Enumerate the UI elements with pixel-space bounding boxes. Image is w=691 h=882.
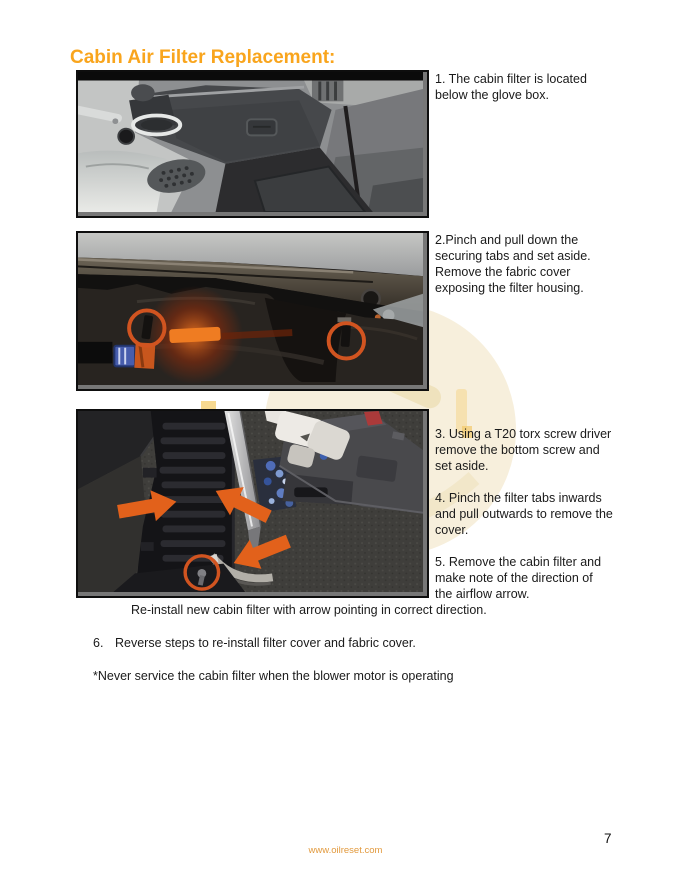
step-6-number: 6. xyxy=(93,636,104,650)
reinstall-note: Re-install new cabin filter with arrow pointing in correct direction. xyxy=(131,603,487,617)
footer-website-link[interactable]: www.oilreset.com xyxy=(308,845,383,856)
page-title: Cabin Air Filter Replacement: xyxy=(70,47,336,68)
step-5-text: 5. Remove the cabin filter and make note of the direction of the airflow arrow. xyxy=(435,555,602,601)
photo-fabric-cover-tabs xyxy=(76,231,429,391)
fabric-cover-photo-graphic xyxy=(78,233,423,385)
step-4-text: 4. Pinch the filter tabs inwards and pull outwards to remove the cover. xyxy=(435,491,613,537)
page-number: 7 xyxy=(604,831,612,846)
glove-box-photo-graphic xyxy=(78,72,423,212)
step-2-text: 2.Pinch and pull down the securing tabs and set aside. Remove the fabric cover exposing the filter housing. xyxy=(435,233,591,295)
photo-glove-box-location xyxy=(76,70,429,218)
step-6-body: Reverse steps to re-install filter cover and fabric cover. xyxy=(115,636,416,650)
warning-note: *Never service the cabin filter when the blower motor is operating xyxy=(93,669,454,683)
step-3-text: 3. Using a T20 torx screw driver remove the bottom screw and set aside. xyxy=(435,427,612,473)
step-6-text xyxy=(93,635,416,651)
photo-filter-housing xyxy=(76,409,429,598)
step-1-text: 1. The cabin filter is located below the glove box. xyxy=(435,72,587,102)
steps-3-5-column xyxy=(435,426,613,618)
filter-housing-photo-graphic xyxy=(78,411,423,592)
